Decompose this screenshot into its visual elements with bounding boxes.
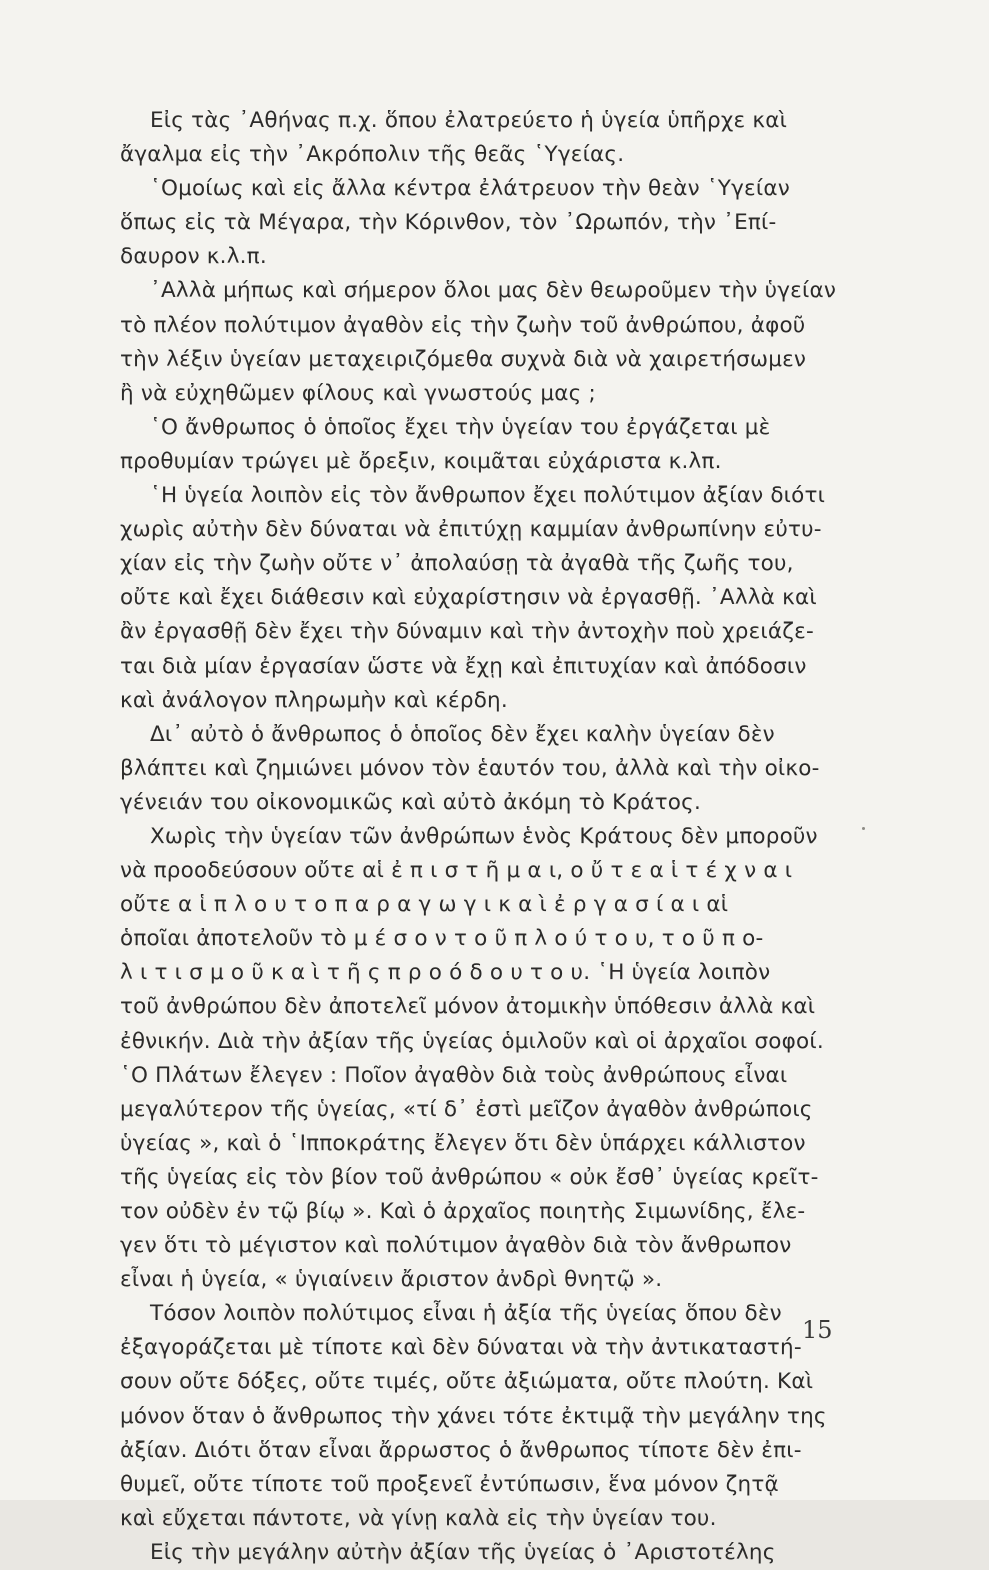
text-line: μόνον ὅταν ὁ ἄνθρωπος τὴν χάνει τότε ἐκτιμᾷ τὴν μεγάλην της bbox=[120, 1403, 827, 1429]
text-line: οὔτε α ἱ π λ ο υ τ ο π α ρ α γ ω γ ι κ α ὶ ἐ ρ γ α σ ί α ι αἱ bbox=[120, 892, 729, 918]
text-line: καὶ ἀνάλογον πληρωμὴν καὶ κέρδη. bbox=[120, 687, 508, 713]
text-line: σουν οὔτε δόξες, οὔτε τιμές, οὔτε ἀξιώματα, οὔτε πλούτη. Καὶ bbox=[120, 1369, 814, 1395]
text-line: τοῦ ἀνθρώπου δὲν ἀποτελεῖ μόνον ἀτομικὴν ὑπόθεσιν ἀλλὰ καὶ bbox=[120, 994, 816, 1020]
text-line: ἀξίαν. Διότι ὅταν εἶναι ἄρρωστος ὁ ἄνθρωπος τίποτε δὲν ἐπι- bbox=[120, 1437, 802, 1463]
text-line: εἶναι ἡ ὑγεία, « ὑγιαίνειν ἄριστον ἀνδρὶ θνητῷ ». bbox=[120, 1267, 663, 1293]
text-line: ὑγείας », καὶ ὁ ῾Ιπποκράτης ἔλεγεν ὅτι δὲν ὑπάρχει κάλλιστον bbox=[120, 1130, 806, 1156]
text-line: λ ι τ ι σ μ ο ῦ κ α ὶ τ ῆ ς π ρ ο ό δ ο υ τ ο υ. ῾Η ὑγεία λοιπὸν bbox=[120, 960, 771, 986]
text-line: ῾Ο Πλάτων ἔλεγεν : Ποῖον ἀγαθὸν διὰ τοὺς ἀνθρώπους εἶναι bbox=[120, 1062, 788, 1088]
text-line: μεγαλύτερον τῆς ὑγείας, «τί δ᾿ ἐστὶ μεῖζον ἀγαθὸν ἀνθρώποις bbox=[120, 1096, 813, 1122]
text-line: τὴν λέξιν ὑγείαν μεταχειριζόμεθα συχνὰ διὰ νὰ χαιρετήσωμεν bbox=[120, 346, 807, 372]
body-text bbox=[120, 104, 840, 1570]
text-line: βλάπτει καὶ ζημιώνει μόνον τὸν ἑαυτόν του, ἀλλὰ καὶ τὴν οἰκο- bbox=[120, 755, 820, 781]
text-line: Χωρὶς τὴν ὑγείαν τῶν ἀνθρώπων ἑνὸς Κράτους δὲν μποροῦν bbox=[150, 823, 818, 849]
page-number: 15 bbox=[802, 1316, 833, 1344]
text-line: ῾Ομοίως καὶ εἰς ἄλλα κέντρα ἐλάτρευον τὴν θεὰν ῾Υγείαν bbox=[150, 176, 790, 202]
text-line: χωρὶς αὐτὴν δὲν δύναται νὰ ἐπιτύχῃ καμμίαν ἀνθρωπίνην εὐτυ- bbox=[120, 517, 822, 543]
text-line: Δι᾿ αὐτὸ ὁ ἄνθρωπος ὁ ὁποῖος δὲν ἔχει καλὴν ὑγείαν δὲν bbox=[150, 721, 775, 747]
text-line: ται διὰ μίαν ἐργασίαν ὥστε νὰ ἔχῃ καὶ ἐπιτυχίαν καὶ ἀπόδοσιν bbox=[120, 653, 807, 679]
text-line: προθυμίαν τρώγει μὲ ὄρεξιν, κοιμᾶται εὐχάριστα κ.λπ. bbox=[120, 448, 722, 474]
text-line: ὁποῖαι ἀποτελοῦν τὸ μ έ σ ο ν τ ο ῦ π λ ο ύ τ ο υ, τ ο ῦ π ο- bbox=[120, 926, 764, 952]
text-line: καὶ εὔχεται πάντοτε, νὰ γίνῃ καλὰ εἰς τὴν ὑγείαν του. bbox=[120, 1505, 717, 1531]
text-line: γένειάν του οἰκονομικῶς καὶ αὐτὸ ἀκόμη τὸ Κράτος. bbox=[120, 789, 701, 815]
text-line: ἂν ἐργασθῇ δὲν ἔχει τὴν δύναμιν καὶ τὴν ἀντοχὴν ποὺ χρειάζε- bbox=[120, 619, 814, 645]
text-line: ᾿Αλλὰ μήπως καὶ σήμερον ὅλοι μας δὲν θεωροῦμεν τὴν ὑγείαν bbox=[150, 278, 837, 304]
text-line: χίαν εἰς τὴν ζωὴν οὔτε ν᾿ ἀπολαύσῃ τὰ ἀγαθὰ τῆς ζωῆς του, bbox=[120, 551, 794, 577]
text-line: τῆς ὑγείας εἰς τὸν βίον τοῦ ἀνθρώπου « οὐκ ἔσθ᾿ ὑγείας κρεῖτ- bbox=[120, 1164, 819, 1190]
text-line: ῾Η ὑγεία λοιπὸν εἰς τὸν ἄνθρωπον ἔχει πολύτιμον ἀξίαν διότι bbox=[150, 483, 826, 509]
text-line: ἄγαλμα εἰς τὴν ᾿Ακρόπολιν τῆς θεᾶς ῾Υγείας. bbox=[120, 142, 625, 168]
text-line: ἐθνικήν. Διὰ τὴν ἀξίαν τῆς ὑγείας ὁμιλοῦν καὶ οἱ ἀρχαῖοι σοφοί. bbox=[120, 1028, 824, 1054]
text-line: δαυρον κ.λ.π. bbox=[120, 244, 267, 270]
text-line: Τόσον λοιπὸν πολύτιμος εἶναι ἡ ἀξία τῆς ὑγείας ὅπου δὲν bbox=[150, 1301, 782, 1327]
text-line: οὔτε καὶ ἔχει διάθεσιν καὶ εὐχαρίστησιν νὰ ἐργασθῇ. ᾿Αλλὰ καὶ bbox=[120, 585, 817, 611]
text-line: Εἰς τὰς ᾿Αθήνας π.χ. ὅπου ἐλατρεύετο ἡ ὑγεία ὑπῆρχε καὶ bbox=[150, 108, 788, 133]
text-line: ῾Ο ἄνθρωπος ὁ ὁποῖος ἔχει τὴν ὑγείαν του ἐργάζεται μὲ bbox=[150, 414, 771, 440]
text-line: τὸ πλέον πολύτιμον ἀγαθὸν εἰς τὴν ζωὴν τοῦ ἀνθρώπου, ἀφοῦ bbox=[120, 312, 806, 338]
text-line: Εἰς τὴν μεγάλην αὐτὴν ἀξίαν τῆς ὑγείας ὁ ᾿Αριστοτέλης bbox=[150, 1539, 776, 1565]
text-line: ἐξαγοράζεται μὲ τίποτε καὶ δὲν δύναται νὰ τὴν ἀντικαταστή- bbox=[120, 1335, 802, 1361]
text-line: νὰ προοδεύσουν οὔτε αἱ ἐ π ι σ τ ῆ μ α ι, ο ὔ τ ε α ἱ τ έ χ ν α ι bbox=[120, 858, 793, 884]
text-line: τον οὐδὲν ἐν τῷ βίῳ ». Καὶ ὁ ἀρχαῖος ποιητὴς Σιμωνίδης, ἔλε- bbox=[120, 1199, 806, 1224]
text-line: ἢ νὰ εὐχηθῶμεν φίλους καὶ γνωστούς μας ; bbox=[120, 380, 596, 406]
text-line: θυμεῖ, οὔτε τίποτε τοῦ προξενεῖ ἐντύπωσιν, ἕνα μόνον ζητᾷ bbox=[120, 1471, 779, 1497]
text-line: γεν ὅτι τὸ μέγιστον καὶ πολύτιμον ἀγαθὸν διὰ τὸν ἄνθρωπον bbox=[120, 1233, 792, 1259]
paper-speck bbox=[862, 827, 865, 830]
text-line: ὅπως εἰς τὰ Μέγαρα, τὴν Κόρινθον, τὸν ᾿Ωρωπόν, τὴν ᾿Επί- bbox=[120, 210, 777, 236]
